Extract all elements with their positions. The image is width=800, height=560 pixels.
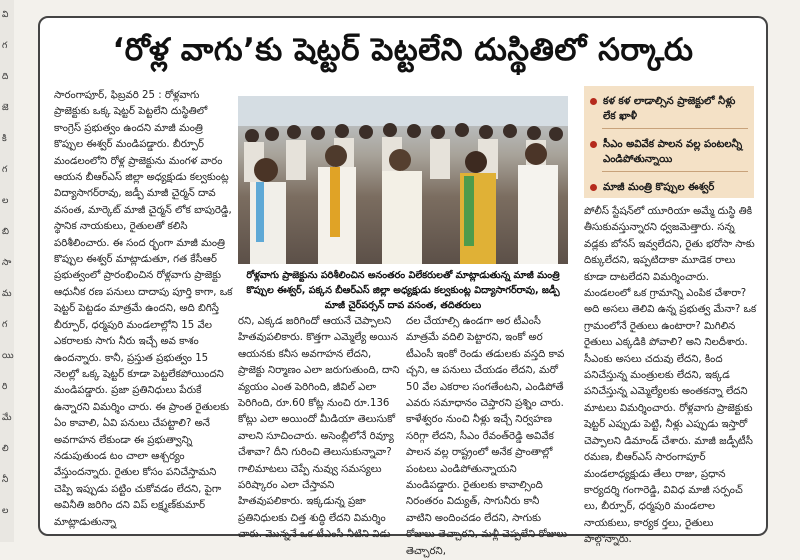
margin-fragment: గ — [2, 165, 8, 175]
margin-fragment: గ — [2, 320, 8, 330]
highlight-item — [590, 180, 746, 195]
highlight-text: సీఎం అవివేక పాలన వల్ల పంటలన్నీ ఎండిపోతున్నాయి — [603, 139, 743, 165]
column-2-text: రని, ఎక్కడ జరిగిందో ఆయనే చెప్పాలని హితవుపలికారు. కొత్తగా ఎమ్మెల్యే అయిన ఆయనకు కనీస అవగాహన లేదని, ప్రాజెక్టు నిర్మాణం ఎలా జరుగుతుంది, దాని వ్యయం ఎంత పెరిగింది, జీవిల్ ఎలా పెరిగింది, రూ.60 కోట్ల నుంచి రూ.136 కోట్లు ఎలా అయిందో మీడియా తెలుసుకో వాలని సూచించారు. అసెంబ్లీలోనే రివ్యూ చేశావా? దీని గురించి తెలుసుకున్నావా? గాలిమాటలు చెప్పే నువ్వు సమస్యలు పరిష్కారం ఎలా చేస్తావని హితవుపలికారు. ఇక్కడున్న ప్రజా ప్రతినిధులకు చిత్త శుద్ధి లేదని విమర్శిం చారు. మొన్ననే ఒక టీఎంసీ నీటిని విడు — [238, 316, 400, 541]
bullet-icon — [590, 141, 597, 148]
group-photo-illustration — [238, 96, 568, 264]
column-4-text: పోలీస్ స్టేషన్‌లో యూరియా అమ్మే దుస్థి తికి తీసుకువస్తున్నారని ధ్వజమెత్తారు. సన్న వడ్లకు బోనస్ ఇవ్వలేదని, రైతు భరోసా సాకు దిక్కులేదని, ఇప్పటిదాకా మూడెక రాలు కూడా దాటలేదని విమర్శించారు. మండలంలో ఒక గ్రామాన్ని ఎంపిక చేశారా? అది అసలు తెలివి ఉన్న ప్రభుత్వ మేనా? ఒక గ్రామంలోనే రైతులు ఉంటారా? మిగిలిన రైతులు ఎక్కడికి పోవాలి? అని నిలదీశారు. సీఎంకు అసలు చదువు లేదని, కింద పనిచేస్తున్న మంత్రులకు లేదని, ఇక్కడ పనిచేస్తున్న ఎమ్మెల్యేలకు అంతకన్నా లేదని మాటలు విమర్శించారు. రోళ్లవాగు ప్రాజెక్టుకు షెట్టర్ ఎప్పుడు పెట్టి, నీళ్లు ఎప్పుడు ఇస్తారో చెప్పాలని డిమాండ్ చేశారు. మాజీ జడ్పీటీసీ రమణ, బీఆర్ఎస్ సారంగాపూర్ మండలాధ్యక్షుడు తేలు రాజు, ప్రధాన కార్యదర్శి గంగారెడ్డి, వివిధ మాజీ సర్పంచ్ లు, బీర్పూర్, ధర్మపురి మండలాల నాయకులు, కార్యక ర్తలు, రైతులు పాల్గొన్నారు. — [584, 206, 757, 546]
highlight-item — [590, 137, 746, 167]
bullet-icon — [590, 98, 597, 105]
margin-fragment: వి — [2, 10, 9, 20]
margin-fragment: గ — [2, 41, 8, 51]
margin-fragment: లి — [2, 444, 9, 454]
margin-fragment: బి — [2, 227, 9, 237]
margin-fragment: జె — [2, 103, 9, 113]
headline: ‘రోళ్ల వాగు’కు షెట్టర్ పెట్టలేని దుస్థితిలో సర్కారు — [112, 31, 694, 68]
highlights-box — [584, 86, 754, 198]
margin-fragment: ల — [2, 196, 9, 206]
margin-fragment: ల — [2, 506, 9, 516]
highlight-text: కళ కళ లాడాల్సిన ప్రాజెక్టులో నీళ్లు లేక ఖాళీ — [603, 96, 736, 122]
column-3-text: దల చేయాల్సి ఉండగా అర టీఎంసీ మాత్రమే వదిలి పెట్టారని, ఇంకో అర టీఎంసీ ఇంకో రెండు తడులకు వస్తది కావ చ్చని, ఆ పనులు చేయడం లేదని, మరో 50 వేల ఎకరాల సంగతేంటని, ఎండిపోతే ఎవరు సమాధానం చెప్తారని ప్రశ్నిం చారు. కాళేశ్వరం నుంచి నీళ్లు ఇచ్చే నిర్వహణ సరిగ్గా లేదని, సీఎం రేవంత్‌రెడ్డి అవివేక పాలన వల్ల రాష్ట్రంలో అనేక ప్రాంతాల్లో పంటలు ఎండిపోతున్నాయని మండిపడ్డారు. రైతులకు కావాల్సింది నిరంతరం విద్యుత్, సాగునీరు కానీ వాటిని అందించడం లేదని, సాగుకు రోజులు తెచ్చారని, మళ్లీ చెప్పలేని రోజులు తెచ్చారని, — [406, 316, 568, 557]
column-1-text: సారంగాపూర్, ఫిబ్రవరి 25 : రోళ్లవాగు ప్రాజెక్టుకు ఒక్క షెట్టర్ పెట్టలేని దుస్థితిలో కాంగ్రెస్ ప్రభుత్వం ఉందని మాజీ మంత్రి కొప్పుల ఈశ్వర్ మండిపడ్డారు. బీర్పూర్ మండలంలోని రోళ్ల ప్రాజెక్టును మంగళ వారం ఆయన బీఆర్ఎస్ జిల్లా అధ్యక్షుడు కల్వకుంట్ల విద్యాసాగర్‌రావు, జడ్పీ మాజీ చైర్మన్ దావ వసంత, మార్కెట్ మాజీ చైర్మన్ లోక బాపురెడ్డి, స్థానిక నాయకులు, రైతులతో కలిసి పరిశీలించారు. ఈ సంద ర్భంగా మాజీ మంత్రి కొప్పుల ఈశ్వర్ మాట్లాడుతూ, గత కేసీఆర్ ప్రభుత్వంలో ప్రారంభించిన రోళ్లవాగు ప్రాజెక్టు ఆధునీక రణ పనులు దాదాపు పూర్తి కాగా, ఒక షెట్టర్ పెట్టడం మాత్రమే ఉందని, అది బిగిస్తే బీర్పూర్, ధర్మపురి మండలాల్లోని 15 వేల ఎకరాలకు సాగు నీరు ఇచ్చే అవ కాశం ఉందన్నారు. కానీ, ప్రస్తుత ప్రభుత్వం 15 నెలల్లో ఒక్క షెట్టర్ కూడా పెట్టలేకపోయిందని మండిపడ్డారు. ప్రజా ప్రతినిధులు పేరుకే ఉన్నారని విమర్శిం చారు. ఈ ప్రాంత రైతులకు ఏం కావాలి, ఏవి పనులు చేపట్టాలి? అనే అవగాహన లేకుండా ఈ ప్రభుత్వాన్ని నడుపుతుండ టం చాలా ఆశ్చర్యం వేస్తుందన్నారు. రైతుల కోసం పనిచేస్తామని చెప్పి ఇప్పుడు పట్టిం చుకోవడం లేదని, పైగా అవినీతి జరిగిం దని విప్ లక్ష్మణ్‌కుమార్ మాట్లాడుతున్నా — [54, 90, 233, 528]
margin-fragment: కి — [2, 134, 7, 144]
margin-fragment: రి — [2, 382, 8, 392]
divider — [602, 128, 748, 129]
margin-fragment: మ — [2, 289, 12, 299]
article-column-2 — [238, 314, 400, 541]
divider — [602, 171, 748, 172]
highlight-text: మాజీ మంత్రి కొప్పుల ఈశ్వర్ — [603, 182, 715, 193]
photo-caption: రోళ్లవాగు ప్రాజెక్టును పరిశీలించిన అనంతరం విలేకరులతో మాట్లాడుతున్న మాజీ మంత్రి కొప్పుల ఈశ్వర్, పక్కన బీఆర్ఎస్ జిల్లా అధ్యక్షుడు కల్వకుంట్ల విద్యాసాగర్‌రావు, జడ్పీ మాజీ చైర్‌పర్సన్ దావ వసంత, తదితరులు — [246, 270, 560, 311]
news-photo — [238, 96, 568, 264]
highlight-item — [590, 94, 746, 124]
article-column-1 — [54, 88, 234, 528]
adjacent-page-edge — [0, 0, 14, 542]
article-column-3 — [406, 314, 568, 557]
bullet-icon — [590, 184, 597, 191]
article-column-4 — [584, 204, 758, 546]
margin-fragment: యి — [2, 351, 14, 361]
margin-fragment: ది — [2, 72, 9, 82]
margin-fragment: సా — [2, 258, 12, 268]
news-article — [38, 16, 768, 557]
margin-fragment: మే — [2, 413, 12, 423]
margin-fragment: నీ — [2, 475, 9, 485]
